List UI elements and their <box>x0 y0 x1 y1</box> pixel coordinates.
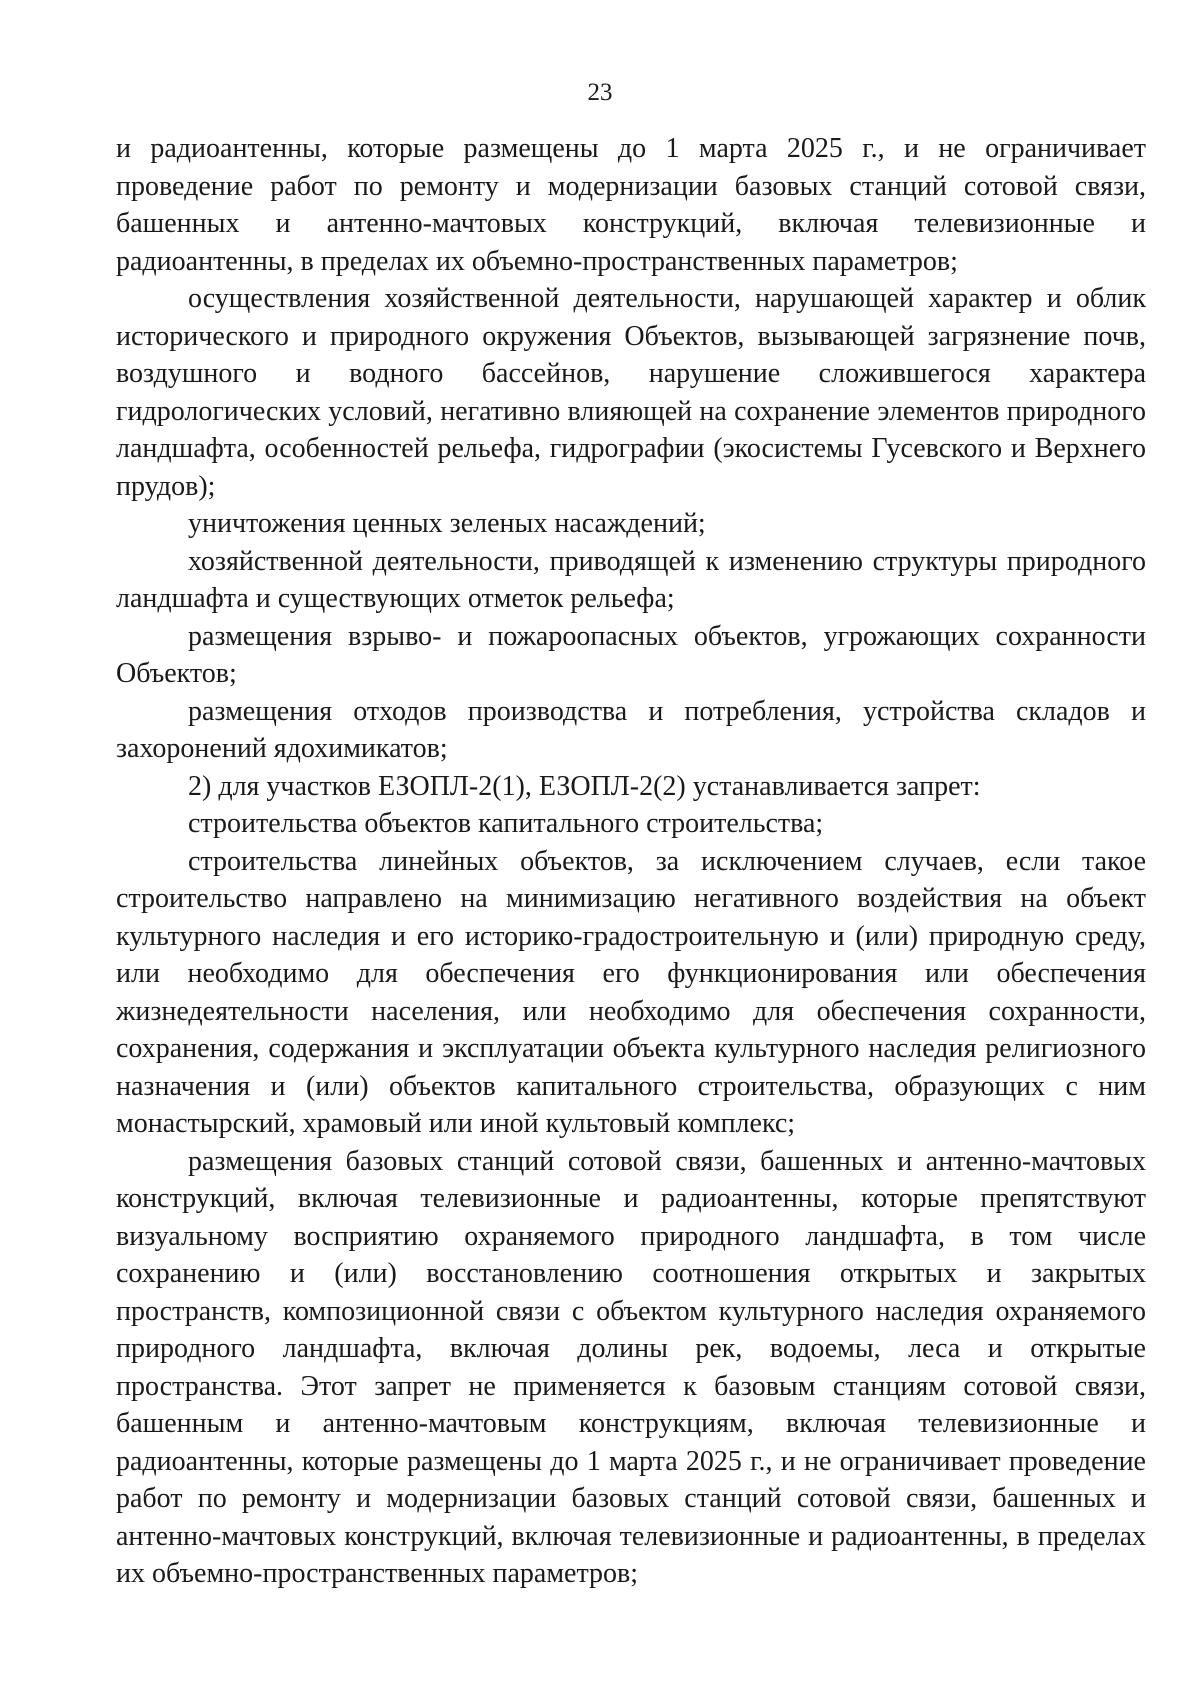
paragraph: осуществления хозяйственной деятельности, нарушающей характер и облик исторического и природного окружения Объектов, вызывающей загрязнение почв, воздушного и водного бассейнов, нарушение сложившегося характера гидрологических условий, негативно влияющей на сохранение элементов природного ландшафта, особенностей рельефа, гидрографии (экосистемы Гусевского и Верхнего прудов); <box>116 283 1146 502</box>
document-body <box>116 130 1146 1593</box>
paragraph: уничтожения ценных зеленых насаждений; <box>188 508 706 539</box>
paragraph: строительства линейных объектов, за исключением случаев, если такое строительство направлено на минимизацию негативного воздействия на объект культурного наследия и его историко-градостроительную и (или) природную среду, или необходимо для обеспечения его функционирования или обеспечения жизнедеятельности населения, или необходимо для обеспечения сохранности, сохранения, содержания и эксплуатации объекта культурного наследия религиозного назначения и (или) объектов капитального строительства, образующих с ним монастырский, храмовый или иной культовый комплекс; <box>116 845 1146 1139</box>
paragraph: строительства объектов капитального строительства; <box>188 808 824 839</box>
paragraph-list-item: 2) для участков ЕЗОПЛ-2(1), ЕЗОПЛ-2(2) устанавливается запрет: <box>188 770 981 802</box>
paragraph-continuation: и радиоантенны, которые размещены до 1 марта 2025 г., и не ограничивает проведение работ по ремонту и модернизации базовых станций сотовой связи, башенных и антенно-мачтовых конструкций, включая телевизионные и радиоантенны, в пределах их объемно-пространственных параметров; <box>116 133 1146 277</box>
paragraph: размещения взрыво- и пожароопасных объектов, угрожающих сохранности Объектов; <box>116 620 1146 689</box>
paragraph: размещения базовых станций сотовой связи, башенных и антенно-мачтовых конструкций, включая телевизионные и радиоантенны, которые препятствуют визуальному восприятию охраняемого природного ландшафта, в том числе сохранению и (или) восстановлению соотношения открытых и закрытых пространств, композиционной связи с объектом культурного наследия охраняемого природного ландшафта, включая долины рек, водоемы, леса и открытые пространства. Этот запрет не применяется к базовым станциям сотовой связи, башенным и антенно-мачтовым конструкциям, включая телевизионные и радиоантенны, которые размещены до 1 марта 2025 г., и не ограничивает проведение работ по ремонту и модернизации базовых станций сотовой связи, башенных и антенно-мачтовых конструкций, включая телевизионные и радиоантенны, в пределах их объемно-пространственных параметров; <box>116 1145 1146 1589</box>
paragraph: размещения отходов производства и потребления, устройства складов и захоронений ядохимикатов; <box>116 695 1146 764</box>
paragraph: хозяйственной деятельности, приводящей к изменению структуры природного ландшафта и существующих отметок рельефа; <box>116 545 1146 614</box>
page-number: 23 <box>587 79 613 106</box>
